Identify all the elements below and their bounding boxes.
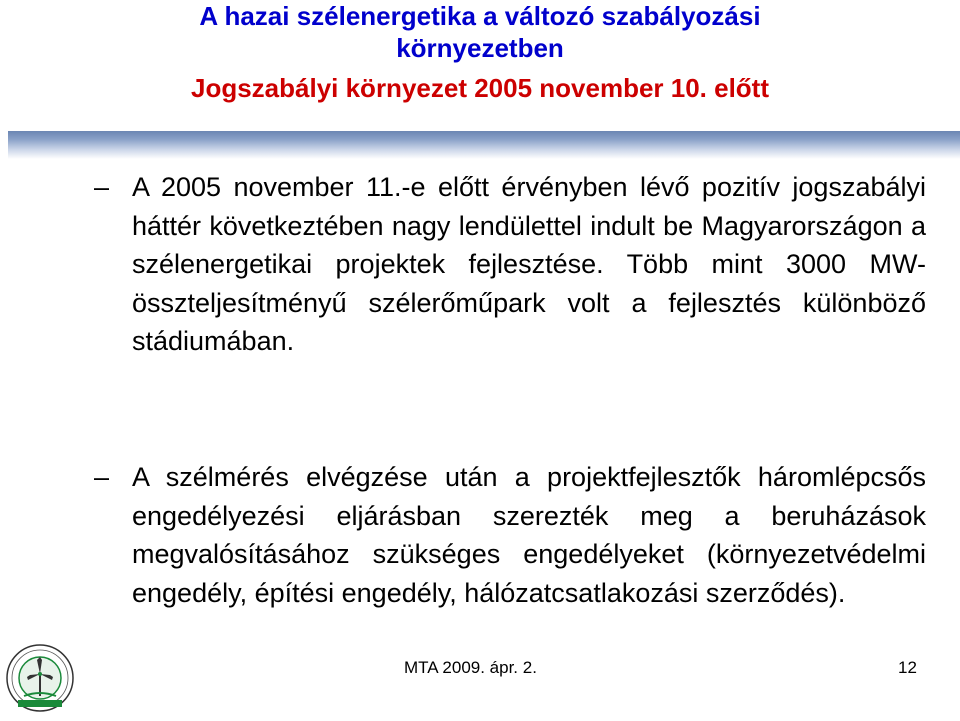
title-line-2: környezetben — [396, 33, 564, 63]
bullet-text-2: A szélmérés elvégzése után a projektfejlesztők háromlépcsős engedélyezési eljárásban szerezték meg a beruházások megvalósításához szükséges engedélyeket (környezetvédelmi engedély, építési engedély, hálózatcsatlakozási szerződés). — [132, 462, 926, 608]
bullet-dash: – — [94, 172, 110, 202]
title-divider-band — [8, 131, 960, 159]
bullet-dash: – — [94, 462, 110, 492]
page-number: 12 — [898, 658, 917, 677]
footer-date: MTA 2009. ápr. 2. — [404, 658, 537, 677]
bullet-text-1: A 2005 november 11.-e előtt érvényben lévő pozitív jogszabályi háttér következtében nagy lendülettel indult be Magyarországon a szélenergetikai projektek fejlesztése. Több mint 3000 MW-összteljesítményű szélerőműpark volt a fejlesztés különböző stádiumában. — [132, 172, 926, 356]
bullet-item-1 — [94, 168, 926, 361]
title-line-1: A hazai szélenergetika a változó szabályozási — [199, 1, 761, 31]
wind-turbine-emblem-icon — [4, 636, 76, 716]
bullet-item-2 — [94, 458, 926, 612]
title-line-3-subtitle: Jogszabályi környezet 2005 november 10. előtt — [190, 73, 770, 103]
